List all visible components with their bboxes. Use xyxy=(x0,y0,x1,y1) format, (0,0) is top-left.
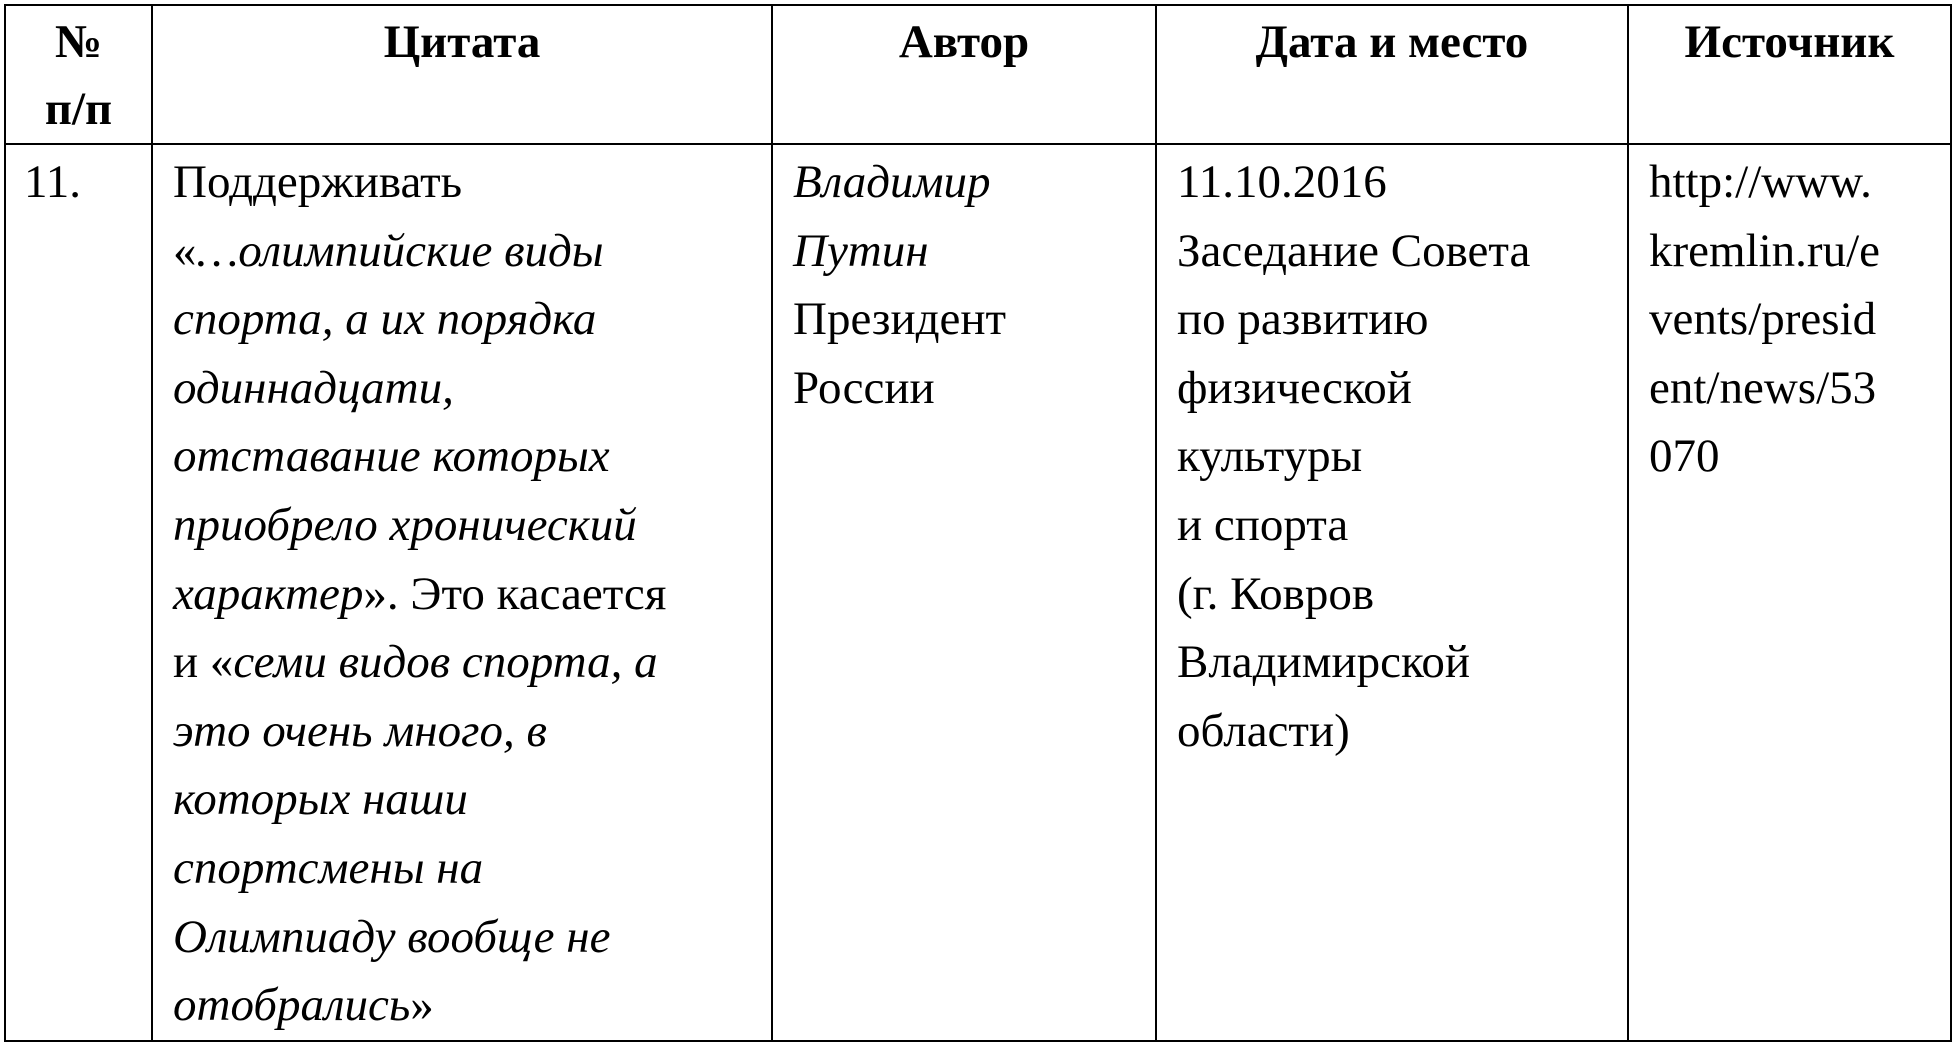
quote-line-run: отставание которых xyxy=(173,430,610,483)
quote-line-run: семи видов спорта, а xyxy=(233,636,658,689)
quote-line xyxy=(173,217,771,286)
cell-date-place xyxy=(1156,144,1628,1041)
date-place-line: Владимирской xyxy=(1177,636,1471,689)
cell-source[interactable] xyxy=(1628,144,1951,1041)
quote-line xyxy=(173,285,771,354)
quote-line xyxy=(173,697,771,766)
table-row xyxy=(5,144,1951,1041)
source-url-line[interactable]: ent/news/53 xyxy=(1649,361,1877,414)
date-place-line: области) xyxy=(1177,704,1350,757)
quote-line-run: характер xyxy=(173,567,364,620)
quote-line-run: это очень много, в xyxy=(173,704,547,757)
cell-author xyxy=(772,144,1156,1041)
quote-line-run: спорта, а их порядка xyxy=(173,293,597,346)
quote-line-run: которых наши xyxy=(173,773,468,826)
quote-line xyxy=(173,491,771,560)
quote-line xyxy=(173,971,771,1040)
quote-line-run: ». Это касается xyxy=(363,567,667,620)
quote-line-run: Поддерживать xyxy=(173,156,463,208)
author-line-run: Президент xyxy=(793,293,1007,346)
author-line-run: Путин xyxy=(793,224,929,277)
date-place-line: и спорта xyxy=(1177,498,1349,551)
quote-line xyxy=(173,148,771,217)
date-place-line: по развитию xyxy=(1177,293,1429,346)
author-line-run: Владимир xyxy=(793,156,991,208)
quote-line xyxy=(173,834,771,903)
source-url-line[interactable]: vents/presid xyxy=(1649,293,1877,346)
date-place-line: (г. Ковров xyxy=(1177,567,1375,620)
cell-number: 11. xyxy=(5,144,152,1041)
date-place-line: культуры xyxy=(1177,430,1363,483)
quote-line-run: » xyxy=(410,979,434,1032)
quote-line xyxy=(173,765,771,834)
quote-line xyxy=(173,560,771,629)
table-header-row xyxy=(5,5,1951,144)
header-date-place: Дата и место xyxy=(1156,5,1628,144)
quote-line xyxy=(173,628,771,697)
quote-line-run: отобрались xyxy=(173,979,411,1032)
source-url-line[interactable]: kremlin.ru/e xyxy=(1649,224,1881,277)
author-line xyxy=(793,285,1155,354)
quote-line-run: одиннадцати, xyxy=(173,361,454,414)
header-author: Автор xyxy=(772,5,1156,144)
quote-line-run: Олимпиаду вообще не xyxy=(173,910,611,963)
source-url-line[interactable]: 070 xyxy=(1649,430,1720,483)
source-url-line[interactable]: http://www. xyxy=(1649,156,1872,208)
author-line xyxy=(793,354,1155,423)
quote-line xyxy=(173,903,771,972)
quote-line-run: …олимпийские виды xyxy=(196,224,604,277)
date-place-line: 11.10.2016 xyxy=(1177,156,1387,208)
quote-line-run: спортсмены на xyxy=(173,841,484,894)
author-line xyxy=(793,217,1155,286)
header-source: Источник xyxy=(1628,5,1951,144)
date-place-line: физической xyxy=(1177,361,1412,414)
citation-table xyxy=(4,4,1952,1042)
header-number-symbol: № xyxy=(54,16,103,68)
quote-line-run: « xyxy=(173,224,197,277)
quote-line xyxy=(173,422,771,491)
author-line-run: России xyxy=(793,361,935,414)
header-number-abbrev: п/п xyxy=(44,83,113,135)
author-line xyxy=(793,148,1155,217)
header-number xyxy=(5,5,152,144)
header-quote: Цитата xyxy=(152,5,772,144)
date-place-line: Заседание Совета xyxy=(1177,224,1531,277)
quote-line-run: приобрело хронический xyxy=(173,498,637,551)
quote-line-run: и « xyxy=(173,636,234,689)
quote-line xyxy=(173,354,771,423)
cell-quote xyxy=(152,144,772,1041)
